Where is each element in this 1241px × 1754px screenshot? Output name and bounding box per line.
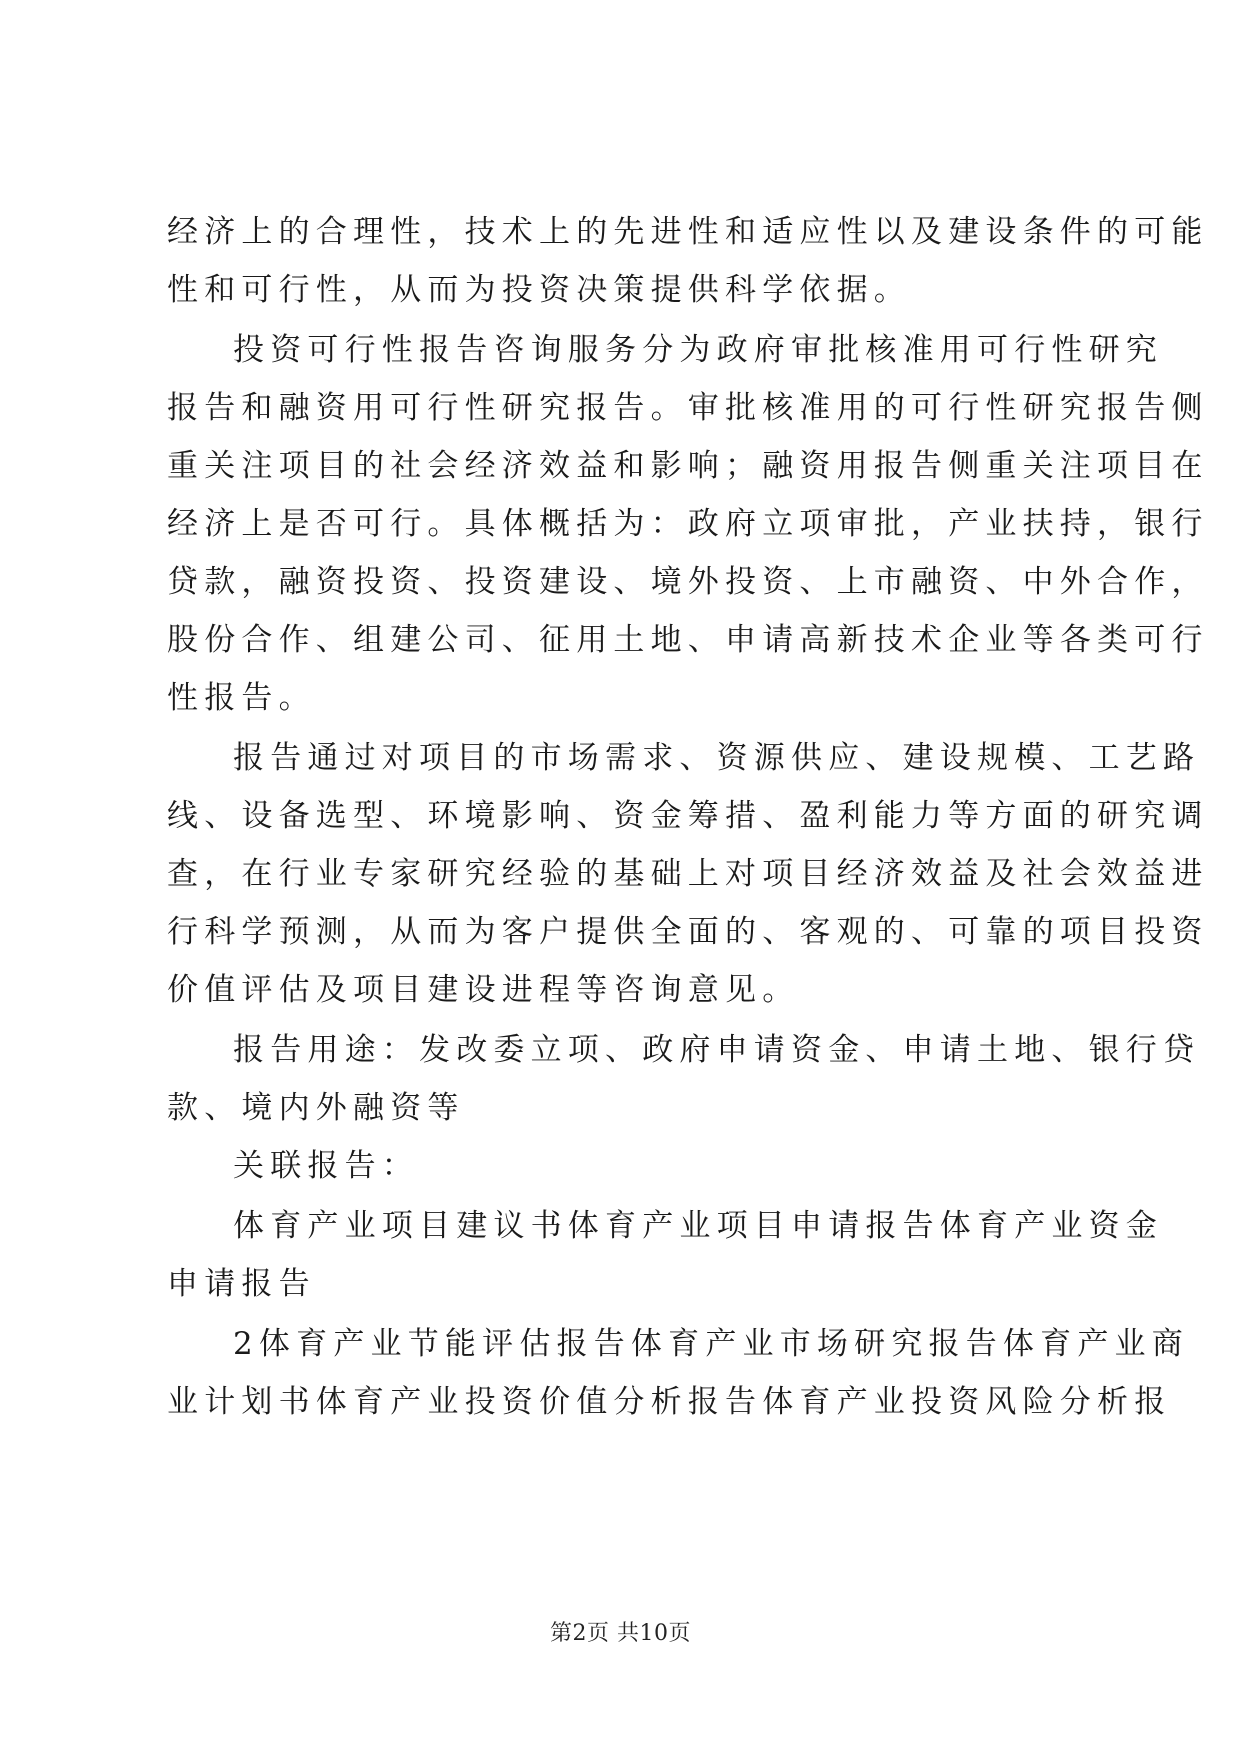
text-line: 报告和融资用可行性研究报告。审批核准用的可行性研究报告侧 (167, 390, 1209, 426)
text-line: 性报告。 (167, 680, 316, 716)
text-line: 报告用途：发改委立项、政府申请资金、申请土地、银行贷 (233, 1032, 1201, 1068)
text-line: 申请报告 (167, 1266, 316, 1302)
text-line: 经济上的合理性，技术上的先进性和适应性以及建设条件的可能 (167, 214, 1209, 250)
text-line: 2体育产业节能评估报告体育产业市场研究报告体育产业商 (233, 1326, 1189, 1362)
text-line: 关联报告： (233, 1148, 419, 1184)
text-line: 股份合作、组建公司、征用土地、申请高新技术企业等各类可行 (167, 622, 1209, 658)
text-line: 行科学预测，从而为客户提供全面的、客观的、可靠的项目投资 (167, 914, 1209, 950)
text-line: 查，在行业专家研究经验的基础上对项目经济效益及社会效益进 (167, 856, 1209, 892)
text-line: 款、境内外融资等 (167, 1090, 465, 1126)
text-line: 体育产业项目建议书体育产业项目申请报告体育产业资金 (233, 1208, 1163, 1244)
text-line: 价值评估及项目建设进程等咨询意见。 (167, 972, 800, 1008)
text-line: 线、设备选型、环境影响、资金筹措、盈利能力等方面的研究调 (167, 798, 1209, 834)
text-line: 投资可行性报告咨询服务分为政府审批核准用可行性研究 (233, 332, 1163, 368)
text-line: 性和可行性，从而为投资决策提供科学依据。 (167, 272, 911, 308)
text-line: 经济上是否可行。具体概括为：政府立项审批，产业扶持，银行 (167, 506, 1209, 542)
text-line: 报告通过对项目的市场需求、资源供应、建设规模、工艺路 (233, 740, 1201, 776)
text-line: 业计划书体育产业投资价值分析报告体育产业投资风险分析报 (167, 1384, 1172, 1420)
page-footer: 第2页 共10页 (550, 1621, 691, 1646)
text-line: 贷款，融资投资、投资建设、境外投资、上市融资、中外合作， (167, 564, 1209, 600)
text-line: 重关注项目的社会经济效益和影响；融资用报告侧重关注项目在 (167, 448, 1209, 484)
